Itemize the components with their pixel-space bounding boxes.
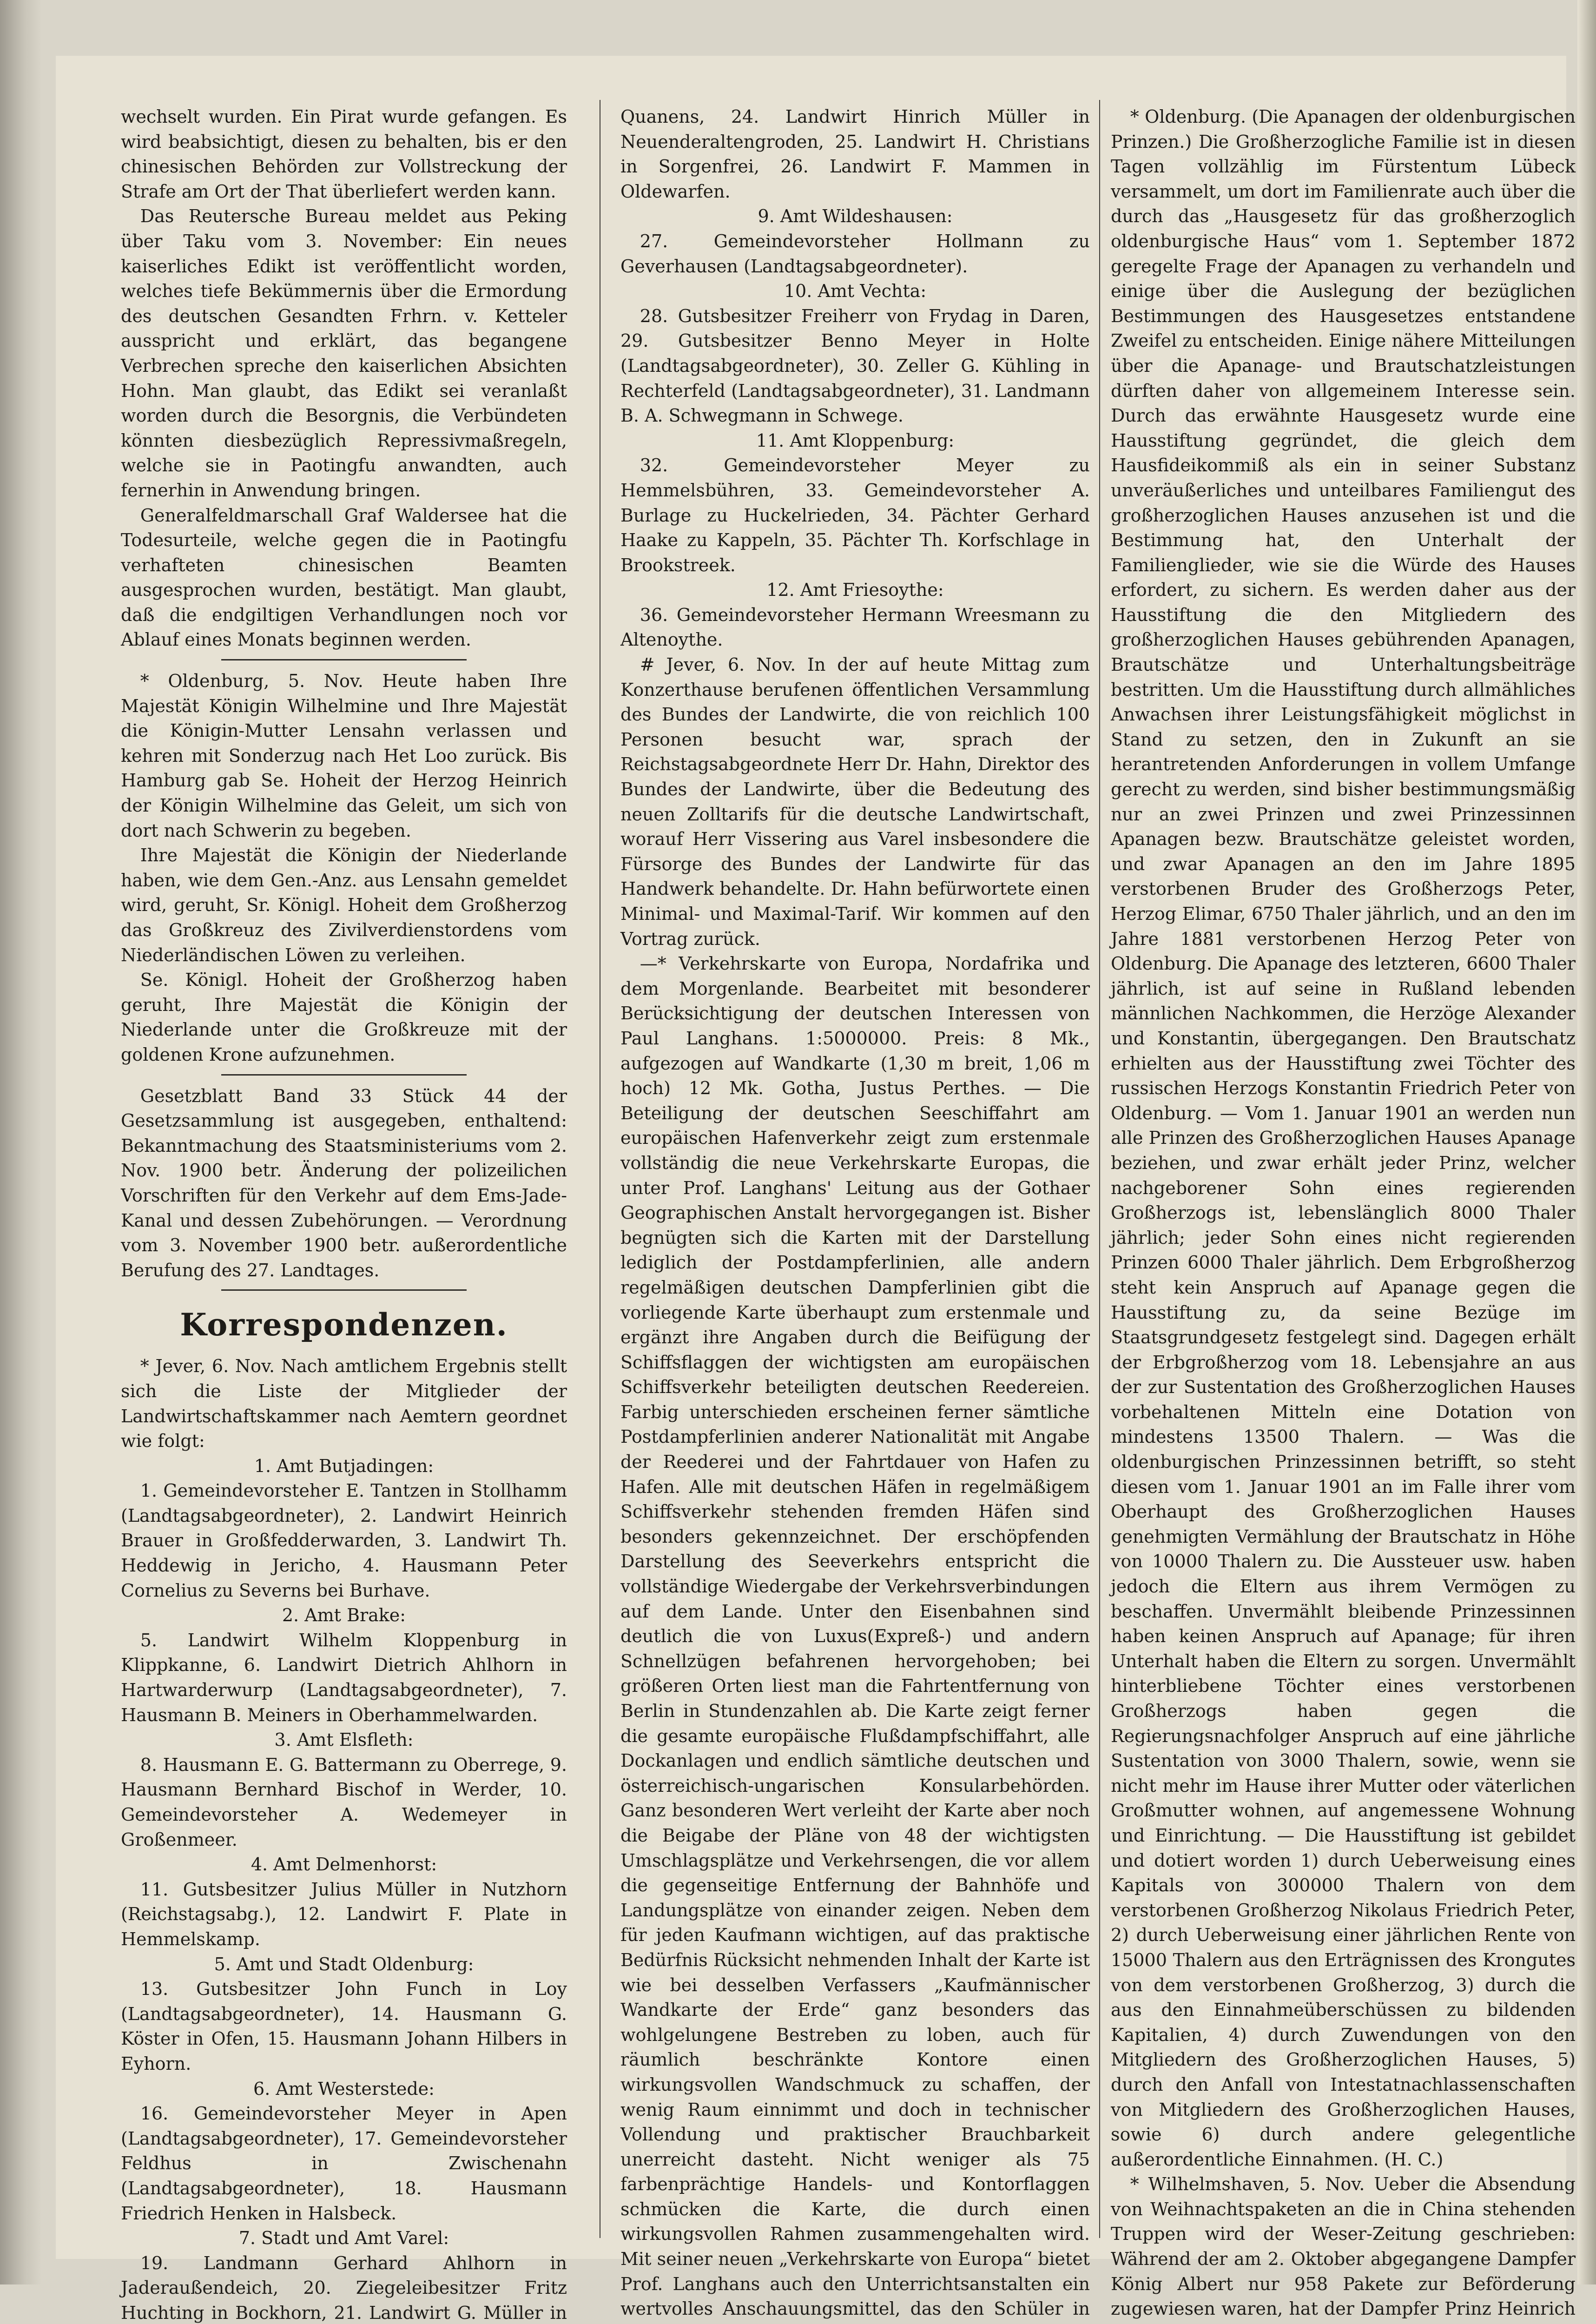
article-text: —* Verkehrskarte von Europa, Nordafrika und dem Morgenlande. Bearbeitet mit besonderer Berücksichtigung der deutschen Interessen von Paul Langhans. 1:5000000. Preis: 8 Mk., aufgezogen auf Wandkarte (1,30 m breit, 1,06 m hoch) 12 Mk. Gotha, Justus Perthes. — Die Beteiligung der deutschen Seeschiffahrt am europäischen Hafenverkehr zeigt zum erstenmale vollständig die neue Verkehrskarte Europas, die unter Prof. Langhans' Leitung aus der Gothaer Geographischen Anstalt hervorgegangen ist. Bisher begnügten sich die Karten mit der Darstellung lediglich der Postdampferlinien, alle andern regelmäßigen deutschen Dampferlinien gibt die vorliegende Karte überhaupt zum erstenmale und ergänzt ihre Angaben durch die Beifügung der Schiffsflaggen der wichtigsten am europäischen Schiffsverkehr beteiligten deutschen Reedereien. Farbig unterschieden erscheinen ferner sämtliche Postdampferlinien anderer Nationalität mit Angabe der Reederei und der Fahrtdauer von Hafen zu Hafen. Alle mit deutschen Häfen in regelmäßigem Schiffsverkehr stehenden fremden Häfen sind besonders gekennzeichnet. Der erschöpfenden Darstellung des Seeverkehrs entspricht die vollständige Wiedergabe der Verkehrsverbindungen auf dem Lande. Unter den Eisenbahnen sind deutlich die von Luxus(Expreß-) und andern Schnellzügen befahrenen hervorgehoben; bei größeren Orten liest man die Fahrtentfernung von Berlin in Stundenzahlen ab. Die Karte zeigt ferner die gesamte europäische Flußdampfschiffahrt, alle Dockanlagen und endlich sämtliche deutschen und österreichisch-ungarischen Konsularbehörden. Ganz besonderen Wert verleiht der Karte aber noch die Beigabe der Pläne von 48 der wichtigsten Umschlagsplätze und Verkehrsengen, die vor allem die gegenseitige Entfernung der Bahnhöfe und Landungsplätze von einander zeigen. Neben dem für jeden Kaufmann wichtigen, auf das praktische Bedürfnis Rücksicht nehmenden Inhalt der Karte ist wie bei desselben Verfassers „Kaufmännischer Wandkarte der Erde“ ganz besonders das wohlgelungene Bestreben zu loben, auch für räumlich beschränkte Kontore einen wirkungsvollen Wandschmuck zu schaffen, der wenig Raum einnimmt und doch in technischer Vollendung und praktischer Brauchbarkeit unerreicht dasteht. Nicht weniger als 75 farbenprächtige Handels- und Kontorflaggen schmücken die Karte, die durch einen wirkungsvollen Rahmen zusammengehalten wird. Mit seiner neuen „Verkehrskarte von Europa“ bietet Prof. Langhans auch den Unterrichtsanstalten ein wertvolles Anschauungsmittel, das den Schüler in (620, 953, 1090, 2319)
member-list: 36. Gemeindevorsteher Hermann Wreesmann zu Altenoythe. (620, 604, 1090, 650)
article-text: Se. Königl. Hoheit der Großherzog haben geruht, Ihre Majestät die Königin der Niederlande unter die Großkreuze mit der goldenen Krone aufzunehmen. (121, 970, 567, 1065)
member-list: 8. Hausmann E. G. Battermann zu Oberrege, 9. Hausmann Bernhard Bischof in Werder, 10. Gemeindevorsteher A. Wedemeyer in Großenmeer. (121, 1754, 567, 1850)
member-list: 19. Landmann Gerhard Ahlhorn in Jaderaußendeich, 20. Ziegeleibesitzer Fritz Huchting in Bockhorn, 21. Landwirt G. Müller in (121, 2252, 567, 2323)
article-text: Generalfeldmarschall Graf Waldersee hat die Todesurteile, welche gegen die in Paotingfu verhafteten chinesischen Beamten ausgesprochen wurden, bestätigt. Man glaubt, daß die endgiltigen Verhandlungen noch vor Ablauf eines Monats beginnen werden. (121, 505, 567, 650)
member-list: 11. Gutsbesitzer Julius Müller in Nutzhorn (Reichstagsabg.), 12. Landwirt F. Plate in Hemmelskamp. (121, 1879, 567, 1949)
article-text: Das Reutersche Bureau meldet aus Peking über Taku vom 3. November: Ein neues kaiserliches Edikt ist veröffentlicht worden, welches tiefe Bekümmernis über die Ermordung des deutschen Gesandten Frhrn. v. Ketteler ausspricht und erklärt, das begangene Verbrechen spreche den kaiserlichen Absichten Hohn. Man glaubt, das Edikt sei veranlaßt worden durch die Besorgnis, die Verbündeten könnten diesbezüglich Repressivmaßregeln, welche sie in Paotingfu anwandten, auch fernerhin in Anwendung bringen. (121, 206, 567, 501)
article-text: wechselt wurden. Ein Pirat wurde gefangen. Es wird beabsichtigt, diesen zu behalten, bis er den chinesischen Behörden zur Vollstreckung der Strafe am Ort der That überliefert werden kann. (121, 106, 567, 202)
column-rule-2 (1099, 100, 1100, 2238)
page-edge-shadow (1577, 0, 1596, 2284)
member-list: 28. Gutsbesitzer Freiherr von Frydag in Daren, 29. Gutsbesitzer Benno Meyer in Holte (Landtagsabgeordneter), 30. Zeller G. Kühling in Rechterfeld (Landtagsabgeordneter), 31. Landmann B. A. Schwegmann in Schwege. (620, 305, 1090, 426)
page-binding-shadow (0, 0, 42, 2284)
district-heading: 7. Stadt und Amt Varel: (238, 2228, 449, 2249)
separator-rule (221, 659, 467, 660)
column-1 (121, 105, 567, 2323)
separator-rule (221, 1074, 467, 1076)
article-text: # Jever, 6. Nov. In der auf heute Mittag zum Konzerthause berufenen öffentlichen Versammlung des Bundes der Landwirte, die von reichlich 100 Personen besucht war, sprach der Reichstagsabgeordnete Herr Dr. Hahn, Direktor des Bundes der Landwirte, über die Bedeutung des neuen Zolltarifs für die deutsche Landwirtschaft, worauf Herr Vissering aus Varel insbesondere die Fürsorge des Bundes der Landwirte für das Handwerk behandelte. Dr. Hahn befürwortete einen Minimal- und Maximal-Tarif. Wir kommen auf den Vortrag zurück. (620, 654, 1090, 949)
article-text: * Wilhelmshaven, 5. Nov. Ueber die Absendung von Weihnachtspaketen an die in China stehenden Truppen wird der Weser-Zeitung geschrieben: Während der am 2. Oktober abgegangene Dampfer König Albert nur 958 Pakete zur Beförderung zugewiesen waren, hat der Dampfer Prinz Heinrich (1111, 2174, 1576, 2319)
article-text: * Oldenburg, 5. Nov. Heute haben Ihre Majestät Königin Wilhelmine und Ihre Majestät die Königin-Mutter Lensahn verlassen und kehren mit Sonderzug nach Het Loo zurück. Bis Hamburg gab Se. Hoheit der Herzog Heinrich der Königin Wilhelmine das Geleit, um sich von dort nach Schwerin zu begeben. (121, 671, 567, 841)
member-list: 16. Gemeindevorsteher Meyer in Apen (Landtagsabgeordneter), 17. Gemeindevorsteher Feldhus in Zwischenahn (Landtagsabgeordneter), 18. Hausmann Friedrich Henken in Halsbeck. (121, 2103, 567, 2224)
member-list: 32. Gemeindevorsteher Meyer zu Hemmelsbühren, 33. Gemeindevorsteher A. Burlage zu Huckelrieden, 34. Pächter Gerhard Haake zu Kappeln, 35. Pächter Th. Korfschlage in Brookstreek. (620, 455, 1090, 575)
district-heading: 2. Amt Brake: (282, 1605, 406, 1626)
district-heading: 6. Amt Westerstede: (253, 2078, 435, 2099)
district-heading: 4. Amt Delmenhorst: (251, 1854, 437, 1875)
district-heading: 10. Amt Vechta: (784, 281, 927, 302)
member-list: 13. Gutsbesitzer John Funch in Loy (Landtagsabgeordneter), 14. Hausmann G. Köster in Ofen, 15. Hausmann Johann Hilbers in Eyhorn. (121, 1979, 567, 2074)
article-text: Gesetzblatt Band 33 Stück 44 der Gesetzsammlung ist ausgegeben, enthaltend: Bekanntmachung des Staatsministeriums vom 2. Nov. 1900 betr. Änderung der polizeilichen Vorschriften für den Verkehr auf dem Ems-Jade-Kanal und dessen Zubehörungen. — Verordnung vom 3. November 1900 betr. außerordentliche Berufung des 27. Landtages. (121, 1085, 567, 1281)
separator-rule (221, 1289, 467, 1291)
member-list: 27. Gemeindevorsteher Hollmann zu Geverhausen (Landtagsabgeordneter). (620, 231, 1090, 277)
article-text: * Oldenburg. (Die Apanagen der oldenburgischen Prinzen.) Die Großherzogliche Familie ist in diesen Tagen vollzählig im Fürstentum Lübeck versammelt, um dort im Familienrate auch über die durch das „Hausgesetz für das großherzoglich oldenburgische Haus“ vom 1. September 1872 geregelte Frage der Apanagen zu verhandeln und einige über die Auslegung der bezüglichen Bestimmungen des Hausgesetzes entstandene Zweifel zu entscheiden. Einige nähere Mitteilungen über die Apanage- und Brautschatzleistungen dürften daher von allgemeinem Interesse sein. Durch das erwähnte Hausgesetz wurde eine Hausstiftung gegründet, die gleich dem Hausfideikommiß als ein in seiner Substanz unveräußerliches und unteilbares Familiengut des großherzoglichen Hauses anzusehen ist und die Bestimmung hat, den Unterhalt der Familienglieder, wie sie die Würde des Hauses erfordert, zu sichern. Es werden daher aus der Hausstiftung die den Mitgliedern des großherzoglichen Hauses gebührenden Apanagen, Brautschätze und Unterhaltungsbeiträge bestritten. Um die Hausstiftung durch allmähliches Anwachsen ihrer Leistungsfähigkeit möglichst in Stand zu setzen, den in Zukunft an sie herantretenden Anforderungen in vollem Umfange gerecht zu werden, sind bisher bestimmungsmäßig nur an zwei Prinzen und zwei Prinzessinnen Apanagen bezw. Brautschätze geleistet worden, und zwar Apanagen an den im Jahre 1895 verstorbenen Bruder des Großherzogs Peter, Herzog Elimar, 6750 Thaler jährlich, und an den im Jahre 1881 verstorbenen Herzog Peter von Oldenburg. Die Apanage des letzteren, 6600 Thaler jährlich, ist auf seine in Rußland lebenden männlichen Nachkommen, die Herzöge Alexander und Konstantin, übergegangen. Den Brautschatz erhielten aus der Hausstiftung zwei Töchter des russischen Herzogs Konstantin Friedrich Peter von Oldenburg. — Vom 1. Januar 1901 an werden nun alle Prinzen des Großherzoglichen Hauses Apanage beziehen, und zwar erhält jeder Prinz, welcher nachgeborener Sohn eines regierenden Großherzogs ist, lebenslänglich 8000 Thaler jährlich; jeder Sohn eines nicht regierenden Prinzen 6000 Thaler jährlich. Dem Erbgroßherzog steht kein Anspruch auf Apanage gegen die Hausstiftung zu, da seine Bezüge im Staatsgrundgesetz festgelegt sind. Dagegen erhält der Erbgroßherzog vom 18. Lebensjahre an aus der zur Sustentation des Großherzoglichen Hauses vorbehaltenen Mitteln eine Dotation von mindestens 13500 Thalern. — Was die oldenburgischen Prinzessinnen betrifft, so steht diesen vom 1. Januar 1901 an im Falle ihrer vom Oberhaupt des Großherzoglichen Hauses genehmigten Vermählung der Brautschatz in Höhe von 10000 Thalern zu. Die Aussteuer usw. haben jedoch die Eltern aus ihrem Vermögen zu beschaffen. Unvermählt bleibende Prinzessinnen haben keinen Anspruch auf Apanage; für ihren Unterhalt haben die Eltern zu sorgen. Unvermählt hinterbliebene Töchter eines verstorbenen Großherzogs haben gegen die Regierungsnachfolger Anspruch auf eine jährliche Sustentation von 3000 Thalern, sowie, wenn sie nicht mehr im Hause ihrer Mutter oder väterlichen Großmutter wohnen, auf angemessene Wohnung und Einrichtung. — Die Hausstiftung ist gebildet und dotiert worden 1) durch Ueberweisung eines Kapitals von 300000 Thalern von dem verstorbenen Großherzog Nikolaus Friedrich Peter, 2) durch Ueberweisung einer jährlichen Rente von 15000 Thalern aus den Erträgnissen des Krongutes von dem verstorbenen Großherzog, 3) durch die aus den Einnahmeüberschüssen zu bildenden Kapitalien, 4) durch Zuwendungen von den Mitgliedern des Großherzoglichen Hauses, 5) durch den Anfall von Intestatnachlassenschaften von Mitgliedern des Großherzoglichen Hauses, sowie 6) durch andere gelegentliche außerordentliche Einnahmen. (H. C.) (1111, 106, 1576, 2170)
section-heading: Korrespondenzen. (180, 1307, 508, 1343)
article-text: * Jever, 6. Nov. Nach amtlichem Ergebnis stellt sich die Liste der Mitglieder der Landwirtschaftskammer nach Aemtern geordnet wie folgt: (121, 1356, 567, 1452)
district-heading: 11. Amt Kloppenburg: (756, 430, 955, 451)
district-heading: 3. Amt Elsfleth: (274, 1730, 414, 1750)
article-text: Ihre Majestät die Königin der Niederlande haben, wie dem Gen.-Anz. aus Lensahn gemeldet wird, geruht, Sr. Königl. Hoheit dem Großherzog das Großkreuz des Zivilverdienstordens vom Niederländischen Löwen zu verleihen. (121, 845, 567, 965)
district-heading: 5. Amt und Stadt Oldenburg: (214, 1954, 474, 1974)
column-3 (1111, 105, 1576, 2319)
member-list: Quanens, 24. Landwirt Hinrich Müller in Neuenderaltengroden, 25. Landwirt H. Christians in Sorgenfrei, 26. Landwirt F. Mammen in Oldewarfen. (620, 106, 1090, 202)
column-2 (620, 105, 1090, 2319)
member-list: 1. Gemeindevorsteher E. Tantzen in Stollhamm (Landtagsabgeordneter), 2. Landwirt Heinrich Brauer in Großfedderwarden, 3. Landwirt Th. Heddewig in Jericho, 4. Hausmann Peter Cornelius zu Severns bei Burhave. (121, 1480, 567, 1601)
district-heading: 12. Amt Friesoythe: (766, 580, 944, 601)
member-list: 5. Landwirt Wilhelm Kloppenburg in Klippkanne, 6. Landwirt Dietrich Ahlhorn in Hartwarderwurp (Landtagsabgeordneter), 7. Hausmann B. Meiners in Oberhammelwarden. (121, 1630, 567, 1725)
district-heading: 9. Amt Wildeshausen: (758, 206, 953, 227)
district-heading: 1. Amt Butjadingen: (254, 1455, 434, 1476)
